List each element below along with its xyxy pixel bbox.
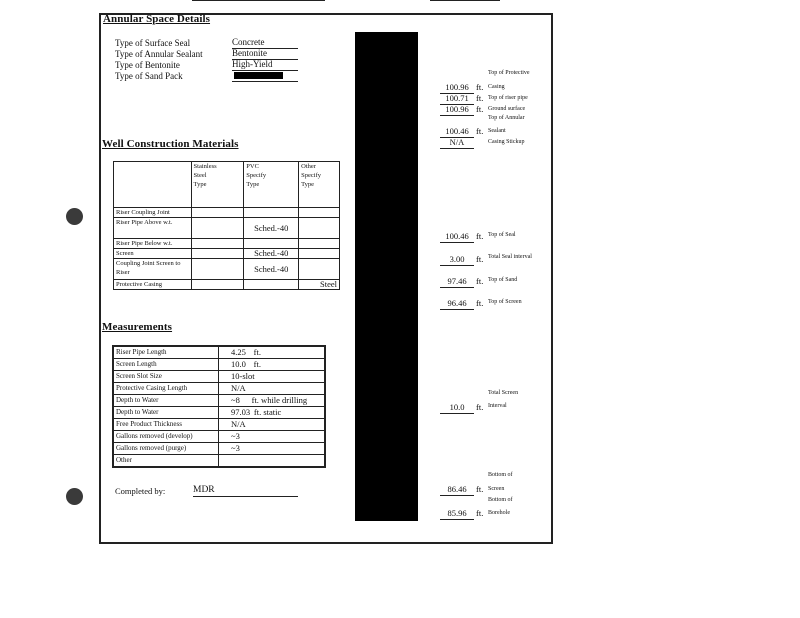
seal-interval-label: Total Seal interval <box>488 254 532 260</box>
materials-cell-other <box>299 239 340 249</box>
measurement-label: Depth to Water <box>113 395 219 407</box>
materials-header-pvc: PVC Specify Type <box>244 162 299 208</box>
elevation-unit: ft. <box>476 82 484 92</box>
header-underline-left <box>192 0 325 1</box>
elevation-label: Top of riser pipe <box>488 95 528 101</box>
materials-cell-pvc: Sched.-40 <box>244 218 299 239</box>
bottom-screen-value: 86.46 <box>440 484 474 496</box>
annular-value: Concrete <box>232 37 298 49</box>
materials-cell-other <box>299 208 340 218</box>
screen-interval-caption: Total Screen <box>488 390 519 396</box>
measurement-value <box>219 455 326 468</box>
measurement-value: N/A <box>219 419 326 431</box>
measurement-label: Screen Slot Size <box>113 371 219 383</box>
annular-value: Bentonite <box>232 48 298 60</box>
materials-table <box>113 161 340 290</box>
materials-header-other: Other Specify Type <box>299 162 340 208</box>
materials-row-label: Screen <box>114 249 192 259</box>
materials-cell-ss <box>191 249 244 259</box>
bottom-borehole-value: 85.96 <box>440 508 474 520</box>
elevation-caption: Top of Protective <box>488 70 530 76</box>
annular-label: Type of Surface Seal <box>115 38 191 48</box>
materials-row-label: Riser Coupling Joint <box>114 208 192 218</box>
elevation-value: 100.71 <box>440 93 474 105</box>
top-of-screen-value: 96.46 <box>440 298 474 310</box>
materials-cell-pvc: Sched.-40 <box>244 249 299 259</box>
materials-cell-other: Steel <box>299 280 340 290</box>
measurement-label: Gallons removed (purge) <box>113 443 219 455</box>
top-of-seal-label: Top of Seal <box>488 232 516 238</box>
materials-cell-ss <box>191 218 244 239</box>
top-of-screen-label: Top of Screen <box>488 299 522 305</box>
seal-interval-unit: ft. <box>476 254 484 264</box>
materials-cell-other <box>299 218 340 239</box>
well-diagram-redaction <box>355 32 418 521</box>
materials-cell-ss <box>191 208 244 218</box>
punch-hole-upper <box>66 208 83 225</box>
measurements-section-title: Measurements <box>102 321 173 333</box>
measurement-label: Gallons removed (develop) <box>113 431 219 443</box>
elevation-value: 100.46 <box>440 126 474 138</box>
measurement-value: 4.25 ft. <box>219 346 326 359</box>
elevation-label: Casing <box>488 84 505 90</box>
measurement-value: ~3 <box>219 443 326 455</box>
elevation-unit: ft. <box>476 126 484 136</box>
bottom-borehole-caption: Bottom of <box>488 497 513 503</box>
elevation-unit: ft. <box>476 104 484 114</box>
measurements-table <box>112 345 326 468</box>
top-of-sand-unit: ft. <box>476 276 484 286</box>
bottom-screen-unit: ft. <box>476 484 484 494</box>
top-of-sand-value: 97.46 <box>440 276 474 288</box>
bottom-screen-caption: Bottom of <box>488 472 513 478</box>
materials-cell-pvc: Sched.-40 <box>244 259 299 280</box>
bottom-borehole-label: Borehole <box>488 510 510 516</box>
annular-label: Type of Annular Sealant <box>115 49 203 59</box>
annular-label: Type of Sand Pack <box>115 71 183 81</box>
measurement-label: Depth to Water <box>113 407 219 419</box>
materials-cell-other <box>299 249 340 259</box>
elevation-value: 100.96 <box>440 82 474 94</box>
materials-cell-pvc <box>244 280 299 290</box>
screen-interval-value: 10.0 <box>440 402 474 414</box>
elevation-label: Casing Stickup <box>488 139 525 145</box>
punch-hole-lower <box>66 488 83 505</box>
elevation-unit: ft. <box>476 93 484 103</box>
elevation-value: 100.96 <box>440 104 474 116</box>
top-of-screen-unit: ft. <box>476 298 484 308</box>
materials-row-label: Coupling Joint Screen to Riser <box>114 259 192 280</box>
materials-corner-cell <box>114 162 192 208</box>
materials-row-label: Riser Pipe Below w.t. <box>114 239 192 249</box>
materials-cell-ss <box>191 259 244 280</box>
measurement-value: 97.03 ft. static <box>219 407 326 419</box>
measurement-value: 10-slot <box>219 371 326 383</box>
header-underline-right <box>430 0 500 1</box>
annular-section-title: Annular Space Details <box>103 13 211 25</box>
measurement-label: Riser Pipe Length <box>113 346 219 359</box>
measurement-label: Screen Length <box>113 359 219 371</box>
completed-by-label: Completed by: <box>115 486 166 496</box>
measurement-value: ~3 <box>219 431 326 443</box>
top-of-seal-value: 100.46 <box>440 231 474 243</box>
materials-row-label: Riser Pipe Above w.t. <box>114 218 192 239</box>
measurement-value: 10.0 ft. <box>219 359 326 371</box>
screen-interval-unit: ft. <box>476 402 484 412</box>
seal-interval-value: 3.00 <box>440 254 474 266</box>
bottom-borehole-unit: ft. <box>476 508 484 518</box>
elevation-label: Sealant <box>488 128 506 134</box>
materials-cell-pvc <box>244 208 299 218</box>
measurement-value: N/A <box>219 383 326 395</box>
materials-cell-pvc <box>244 239 299 249</box>
materials-cell-other <box>299 259 340 280</box>
materials-header-stainless: Stainless Steel Type <box>191 162 244 208</box>
annular-label: Type of Bentonite <box>115 60 180 70</box>
completed-by-value: MDR <box>193 485 298 497</box>
materials-section-title: Well Construction Materials <box>102 138 239 150</box>
screen-interval-label: Interval <box>488 403 507 409</box>
elevation-value: N/A <box>440 137 474 149</box>
measurement-label: Free Product Thickness <box>113 419 219 431</box>
measurement-label: Protective Casing Length <box>113 383 219 395</box>
measurement-label: Other <box>113 455 219 468</box>
top-of-seal-unit: ft. <box>476 231 484 241</box>
elevation-label: Ground surface <box>488 106 526 112</box>
sand-pack-redaction <box>234 72 283 79</box>
measurement-value: ~8 ft. while drilling <box>219 395 326 407</box>
elevation-caption: Top of Annular <box>488 115 525 121</box>
materials-cell-ss <box>191 239 244 249</box>
materials-row-label: Protective Casing <box>114 280 192 290</box>
annular-value: High-Yield <box>232 59 298 71</box>
bottom-screen-label: Screen <box>488 486 505 492</box>
top-of-sand-label: Top of Sand <box>488 277 518 283</box>
materials-cell-ss <box>191 280 244 290</box>
